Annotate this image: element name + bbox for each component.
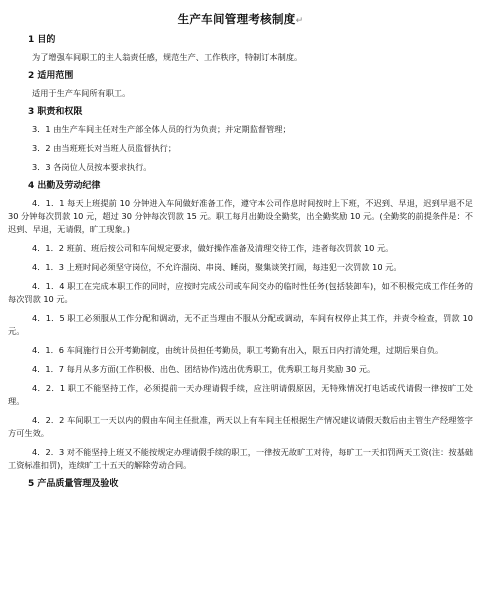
clause-4-2-3: 4．2．3 对不能坚持上班又不能按规定办理请假手续的职工，一律按无故旷工对待，每旷工一天扣罚两天工资(注：按基础工资标准扣罚)，连续旷工十五天的解除劳动合同。 (8, 447, 473, 470)
clause-4-1-1: 4．1．1 每天上班提前 10 分钟进入车间做好准备工作，遵守本公司作息时间按时上下班，不迟到、早退，迟到早退不足 30 分钟每次罚款 10 元，超过 30 分钟每次罚款 15 元。职工每月出勤设全勤奖，出全勤奖励 10 元。(全勤奖的前提条件是：不迟到、早退，无请假，旷工现象。) (8, 198, 473, 234)
clause-4-1-5: 4．1．5 职工必须服从工作分配和调动，无不正当理由不服从分配或调动，车间有权停止其工作，并责令检查，罚款 10 元。 (8, 313, 473, 336)
clause-4-1-6: 4．1．6 车间施行日公开考勤制度，由统计员担任考勤员，职工考勤有出入，限五日内打清处理，过期后果自负。 (32, 345, 444, 355)
clause-4-1-4: 4．1．4 职工在完成本职工作的同时，应按时完成公司或车间交办的临时性任务(包括装卸车)，如不积极完成工作任务的每次罚款 10 元。 (8, 281, 473, 304)
clause-3-2: 3．2 由当班班长对当班人员监督执行； (32, 143, 177, 153)
document-title (8, 10, 473, 30)
document-title-text: 生产车间管理考核制度 (177, 12, 296, 26)
paragraph-mark-icon: ↵ (295, 16, 304, 26)
section-heading-5: 5 产品质量管理及验收 (28, 479, 119, 489)
clause-4-1-2: 4．1．2 班前、班后按公司和车间规定要求，做好操作准备及清理交待工作，违者每次罚款 10 元。 (32, 243, 394, 253)
clause-3-3: 3．3 各岗位人员按本要求执行。 (32, 162, 152, 172)
section-1-text: 为了增强车间职工的主人翁责任感，规范生产、工作秩序，特制订本制度。 (32, 52, 303, 62)
clause-4-1-3: 4．1．3 上班时间必须坚守岗位，不允许溜岗、串岗、睡岗，聚集谈笑打闹，每违犯一次罚款 10 元。 (32, 262, 402, 272)
section-heading-2: 2 适用范围 (28, 71, 74, 81)
clause-4-1-7: 4．1．7 每月从多方面(工作积极、出色、团结协作)选出优秀职工，优秀职工每月奖励 30 元。 (32, 364, 376, 374)
clause-4-2-1: 4．2．1 职工不能坚持工作，必须提前一天办理请假手续，应注明请假原因，无特殊情况打电话或代请假一律按旷工处理。 (8, 383, 473, 406)
section-heading-3: 3 职责和权限 (28, 107, 83, 117)
clause-3-1: 3．1 由生产车间主任对生产部全体人员的行为负责；并定期监督管理； (32, 124, 291, 134)
section-2-text: 适用于生产车间所有职工。 (32, 88, 131, 98)
section-heading-1: 1 目的 (28, 35, 56, 45)
clause-4-2-2: 4．2．2 车间职工一天以内的假由车间主任批准，两天以上有车间主任根据生产情况建议请假天数后由主管生产经理签字方可生效。 (8, 415, 473, 438)
section-heading-4: 4 出勤及劳动纪律 (28, 181, 101, 191)
